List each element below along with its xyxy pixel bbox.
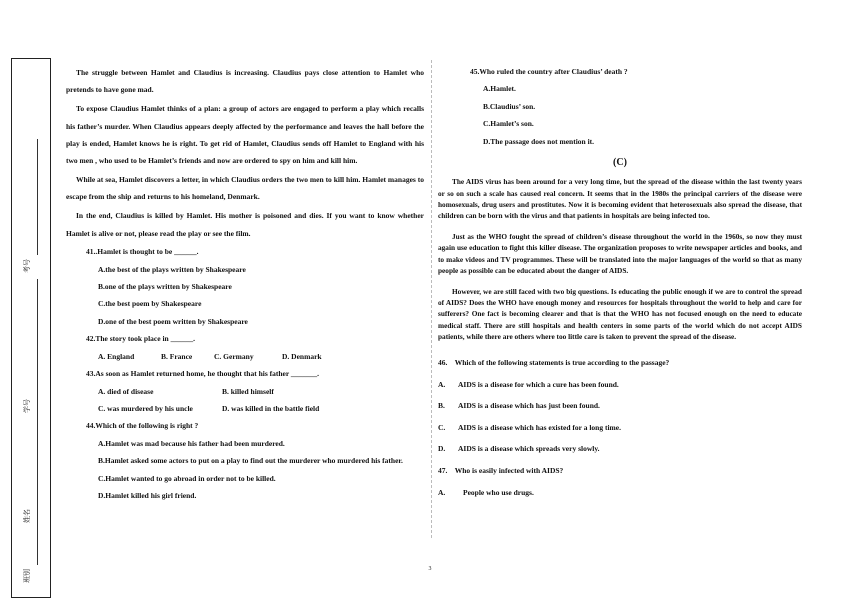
student-id-label: 学号: [23, 399, 31, 413]
right-column: [438, 63, 802, 503]
question-45-option: D.The passage does not mention it.: [483, 136, 595, 146]
option-text: AIDS is a disease which has just been found.: [458, 401, 600, 411]
option-text: AIDS is a disease which spreads very slowly.: [458, 444, 600, 454]
exam-number-label: 考号: [23, 259, 31, 273]
question-43-stem: 43.As soon as Hamlet returned home, he thought that his father _______.: [86, 369, 320, 379]
question-42-option: A. England: [98, 351, 135, 361]
question-46-option: [438, 417, 802, 439]
question-43-option: D. was killed in the battle field: [222, 403, 320, 413]
passage-paragraph: Just as the WHO fought the spread of children’s disease throughout the world in the 1960s, so now they must again use education to fight this killer disease. The organization proposes to write newspaper articles and books, and to make videos and TV programmes. These will be translated into the major languages of the world so that as many people as possible can be educated about the danger of AIDS.: [438, 232, 802, 275]
option-letter: D.: [438, 444, 446, 454]
option-text: AIDS is a disease for which a cure has been found.: [458, 379, 619, 389]
question-45-option: C.Hamlet’s son.: [483, 119, 534, 129]
question-46-option: [438, 438, 802, 460]
option-letter: A.: [438, 487, 446, 497]
question-44-option: D.Hamlet killed his girl friend.: [98, 490, 197, 500]
question-42-stem: 42.The story took place in ______.: [86, 334, 195, 344]
left-column: [66, 64, 424, 504]
student-id-line: [37, 279, 38, 395]
binding-margin: [11, 58, 51, 598]
passage-paragraph: The struggle between Hamlet and Claudius is increasing. Claudius pays close attention to Hamlet who pretends to have gone mad.: [66, 68, 424, 95]
option-letter: B.: [438, 401, 445, 411]
question-44-option: A.Hamlet was mad because his father had been murdered.: [98, 438, 285, 448]
section-title: (C): [613, 157, 627, 169]
column-divider: [431, 60, 432, 538]
question-43-option: C. was murdered by his uncle: [98, 403, 193, 413]
question-44-option: C.Hamlet wanted to go abroad in order not to be killed.: [98, 473, 276, 483]
page-number: 3: [428, 566, 432, 572]
question-46-option: [438, 374, 802, 396]
option-letter: C.: [438, 422, 446, 432]
option-text: People who use drugs.: [463, 487, 534, 497]
question-41-stem: 41..Hamlet is thought to be ______.: [86, 247, 199, 257]
question-45-option: B.Claudius’ son.: [483, 101, 536, 111]
question-43-options-row-2: [98, 400, 424, 417]
question-41-option: C.the best poem by Shakespeare: [98, 299, 202, 309]
passage-paragraph: The AIDS virus has been around for a very long time, but the spread of the disease within the last twenty years or so on such a scale has caused real concern. It seems that in the 1980s the principal carriers of the disease were homosexuals, drug users and prostitutes. Now it is becoming evident that heterosexuals also spread the disease, that children can be born with the virus and that patients in hospitals are being infected too.: [438, 177, 802, 221]
passage-paragraph: However, we are still faced with two big questions. Is educating the public enough if we are to control the spread of AIDS? Does the WHO have enough money and resources for hospitals throughout the world to help and care for sufferers? One fact is becoming clearer and that is that the WHO has not focused enough on the need to educate medical staff. There are still hospitals and health centers in some parts of the world which do not accept AIDS patients, while there are others where too little care is taken to prevent the spread of the disease.: [438, 287, 802, 341]
question-43-options-row-1: [98, 383, 424, 400]
option-letter: A.: [438, 379, 446, 389]
question-42-options: [98, 348, 424, 365]
question-46-stem: 46. Which of the following statements is true according to the passage?: [438, 358, 670, 368]
exam-number-field: [12, 139, 52, 279]
question-45-option: A.Hamlet.: [483, 84, 516, 94]
passage-paragraph: While at sea, Hamlet discovers a letter, in which Claudius orders the two men to kill him. Hamlet manages to escape from the ship and returns to his homeland, Denmark.: [66, 175, 424, 202]
question-41-option: D.one of the best poem written by Shakespeare: [98, 316, 248, 326]
question-42-option: B. France: [161, 351, 193, 361]
option-text: AIDS is a disease which has existed for a long time.: [458, 422, 621, 432]
question-41-option: A.the best of the plays written by Shakespeare: [98, 264, 246, 274]
question-42-option: C. Germany: [214, 351, 254, 361]
question-43-option: B. killed himself: [222, 386, 274, 396]
name-label: 姓名: [23, 509, 31, 523]
question-47-option: [438, 482, 802, 504]
question-44-stem: 44.Which of the following is right ?: [86, 421, 199, 431]
question-44-option: B.Hamlet asked some actors to put on a play to find out the murderer who murdered his father.: [98, 456, 403, 466]
question-42-option: D. Denmark: [282, 351, 322, 361]
question-43-option: A. died of disease: [98, 386, 154, 396]
question-46-option: [438, 395, 802, 417]
passage-paragraph: To expose Claudius Hamlet thinks of a plan: a group of actors are engaged to perform a play which recalls his father’s murder. When Claudius appears deeply affected by the performance and leaves the hall before the play is ended, Hamlet knows he is right. To get rid of Hamlet, Claudius sends off Hamlet to England with his two men , who used to be Hamlet’s friends and now are ordered to spy on him and kill him.: [66, 104, 424, 166]
question-41-option: B.one of the plays written by Shakespeare: [98, 282, 232, 292]
exam-number-line: [37, 139, 38, 255]
class-label: 班别: [23, 569, 31, 583]
class-line: [37, 449, 38, 565]
passage-paragraph: In the end, Claudius is killed by Hamlet. His mother is poisoned and dies. If you want to know whether Hamlet is alive or not, please read the play or see the film.: [66, 211, 424, 238]
question-45-stem: 45.Who ruled the country after Claudius’ death ?: [470, 67, 628, 76]
question-47-stem: 47. Who is easily infected with AIDS?: [438, 466, 564, 476]
